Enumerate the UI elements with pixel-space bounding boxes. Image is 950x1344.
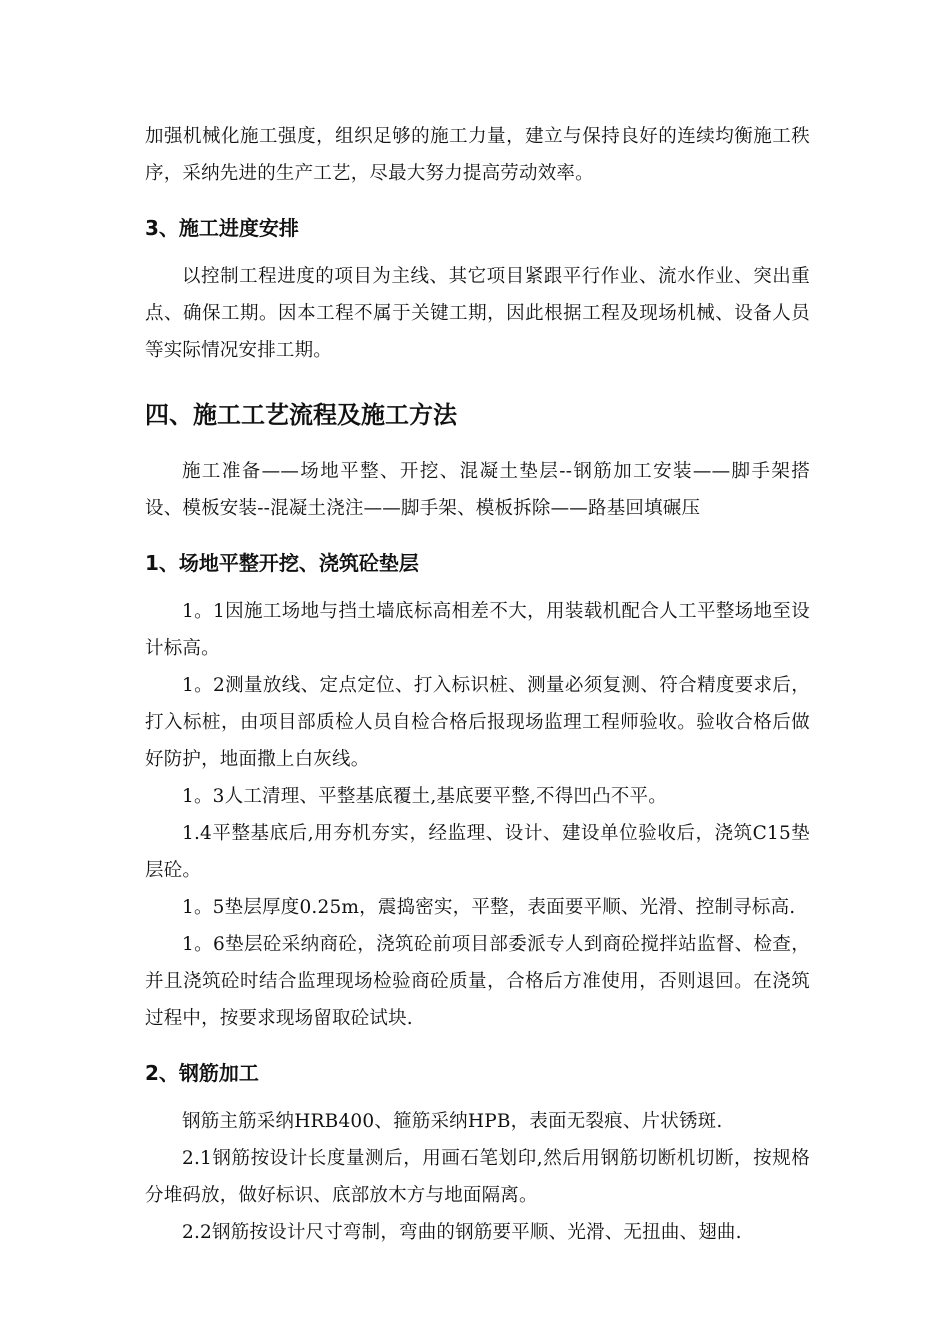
intro-paragraph: 加强机械化施工强度，组织足够的施工力量，建立与保持良好的连续均衡施工秩序，采纳先进的生产工艺，尽最大努力提高劳动效率。 [145, 126, 810, 184]
item-1-2: 1。2测量放线、定点定位、打入标识桩、测量必须复测、符合精度要求后，打入标桩，由项目部质检人员自检合格后报现场监理工程师验收。验收合格后做好防护，地面撒上白灰线。 [145, 675, 810, 770]
section-3-heading: 3、施工进度安排 [145, 216, 299, 240]
process-flow-paragraph: 施工准备——场地平整、开挖、混凝土垫层--钢筋加工安装——脚手架搭设、模板安装--混凝土浇注——脚手架、模板拆除——路基回填碾压 [145, 461, 810, 519]
section-4-2-heading: 2、钢筋加工 [145, 1061, 259, 1085]
item-1-5: 1。5垫层厚度0.25m，震捣密实，平整，表面要平顺、光滑、控制寻标高. [182, 897, 796, 918]
item-1-4: 1.4平整基底后,用夯机夯实，经监理、设计、建设单位验收后，浇筑C15垫层砼。 [145, 823, 810, 881]
item-2-1: 2.1钢筋按设计长度量测后，用画石笔划印,然后用钢筋切断机切断，按规格分堆码放，做好标识、底部放木方与地面隔离。 [145, 1148, 810, 1206]
item-1-1: 1。1因施工场地与挡土墙底标高相差不大，用装载机配合人工平整场地至设计标高。 [145, 601, 810, 659]
item-1-6: 1。6垫层砼采纳商砼，浇筑砼前项目部委派专人到商砼搅拌站监督、检查，并且浇筑砼时结合监理现场检验商砼质量，合格后方准使用，否则退回。在浇筑过程中，按要求现场留取砼试块. [145, 934, 810, 1029]
document-body [145, 118, 810, 1251]
rebar-material-paragraph: 钢筋主筋采纳HRB400、箍筋采纳HPB，表面无裂痕、片状锈斑. [182, 1111, 723, 1132]
section-3-paragraph: 以控制工程进度的项目为主线、其它项目紧跟平行作业、流水作业、突出重点、确保工期。因本工程不属于关键工期，因此根据工程及现场机械、设备人员等实际情况安排工期。 [145, 266, 810, 361]
chapter-4-heading: 四、施工工艺流程及施工方法 [145, 401, 457, 429]
item-1-3: 1。3人工清理、平整基底覆土,基底要平整,不得凹凸不平。 [182, 786, 667, 807]
section-4-1-heading: 1、场地平整开挖、浇筑砼垫层 [145, 551, 419, 575]
item-2-2: 2.2钢筋按设计尺寸弯制，弯曲的钢筋要平顺、光滑、无扭曲、翅曲. [182, 1222, 742, 1243]
